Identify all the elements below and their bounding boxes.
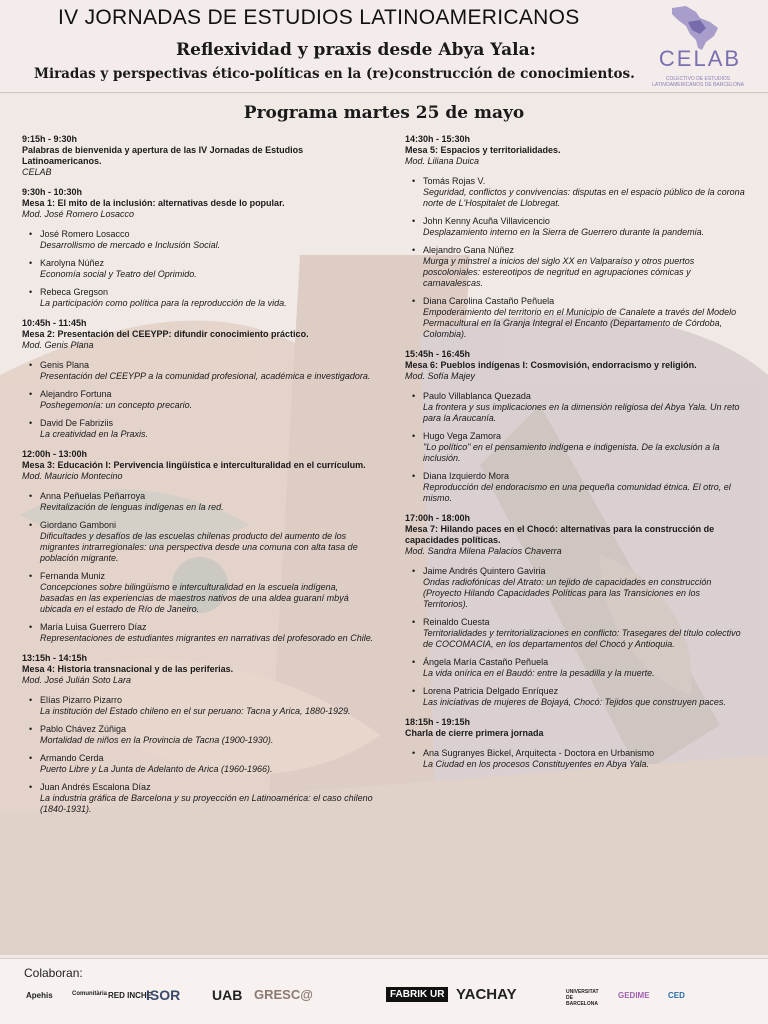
speaker-list	[405, 391, 745, 504]
speaker-name: • Armando Cerda	[40, 753, 104, 763]
speaker-name: • Pablo Chávez Zúñiga	[40, 724, 127, 734]
session-time: 17:00h - 18:00h	[405, 513, 471, 523]
talk-title: Desplazamiento interno en la Sierra de Guerrero durante la pandemia.	[423, 227, 705, 237]
session-block	[22, 318, 374, 440]
talk-title: Poshegemonía: un concepto precario.	[40, 400, 193, 410]
speaker-name: • José Romero Losacco	[40, 229, 130, 239]
speaker-list	[405, 748, 745, 770]
session-moderator: Mod. Liliana Duica	[405, 156, 480, 166]
speaker-name: • Fernanda Muniz	[40, 571, 106, 581]
talk-title: Territorialidades y territorializaciones en conflicto: Trasegares del título colectivo de COCOMACIA, en los departamentos del Chocó y Antioquia.	[423, 628, 741, 649]
speaker-item	[22, 418, 374, 440]
talk-title: La frontera y sus implicaciones en la dimensión religiosa del Abya Yala. Un reto para la Araucanía.	[423, 402, 740, 423]
speaker-list	[22, 695, 374, 815]
speaker-item	[22, 571, 374, 615]
sponsor-logo-comunitaria: Comunitària	[72, 991, 108, 997]
session-title: Mesa 2: Presentación del CEEYPP: difundir conocimiento práctico.	[22, 329, 309, 339]
session-title: Mesa 6: Pueblos indígenas I: Cosmovisión, endorracismo y religión.	[405, 360, 697, 370]
speaker-item	[405, 431, 745, 464]
session-moderator: CELAB	[22, 167, 52, 177]
session-moderator: Mod. Mauricio Montecino	[22, 471, 123, 481]
speaker-name: • Anna Peñuelas Peñarroya	[40, 491, 146, 501]
talk-title: Seguridad, conflictos y convivencias: disputas en el espacio público de la corona norte de L'Hospitalet de Llobregat.	[423, 187, 745, 208]
session-moderator: Mod. Genis Plana	[22, 340, 94, 350]
speaker-item	[405, 216, 745, 238]
sponsor-logo-ub: UNIVERSITAT DE BARCELONA	[566, 989, 599, 1007]
speaker-item	[22, 491, 374, 513]
latin-america-map-icon	[666, 4, 726, 52]
session-moderator: Mod. Sofía Majey	[405, 371, 476, 381]
talk-title: La participación como política para la reproducción de la vida.	[40, 298, 287, 308]
session-time: 18:15h - 19:15h	[405, 717, 471, 727]
speaker-list	[405, 176, 745, 340]
talk-title: Desarrollismo de mercado e Inclusión Social.	[40, 240, 221, 250]
speaker-name: • Tomás Rojas V.	[423, 176, 486, 186]
speaker-item	[405, 471, 745, 504]
session-moderator: Mod. José Romero Losacco	[22, 209, 135, 219]
session-time: 9:30h - 10:30h	[22, 187, 83, 197]
talk-title: La institución del Estado chileno en el sur peruano: Tacna y Arica, 1880-1929.	[40, 706, 351, 716]
speaker-name: • David De Fabriziis	[40, 418, 114, 428]
speaker-item	[405, 391, 745, 424]
speaker-item	[22, 520, 374, 564]
talk-title: "Lo político" en el pensamiento indígena e indigenista. De la exclusión a la inclusión.	[423, 442, 720, 463]
speaker-item	[405, 686, 745, 708]
speaker-list	[22, 491, 374, 644]
speaker-name: • Rebeca Gregson	[40, 287, 109, 297]
sponsor-logo-redinche: RED INCHE	[108, 991, 153, 1000]
speaker-item	[22, 753, 374, 775]
session-time: 15:45h - 16:45h	[405, 349, 471, 359]
talk-title: Presentación del CEEYPP a la comunidad profesional, académica e investigadora.	[40, 371, 371, 381]
session-moderator: Mod. Sandra Milena Palacios Chaverra	[405, 546, 562, 556]
session-title: Mesa 4: Historia transnacional y de las periferias.	[22, 664, 234, 674]
sponsor-logo-isor: ISOR	[146, 987, 181, 1003]
event-subtitle: Reflexividad y praxis desde Abya Yala:	[176, 40, 536, 60]
speaker-item	[405, 176, 745, 209]
session-block	[22, 134, 374, 178]
sponsor-logo-uab: UAB	[212, 987, 243, 1003]
session-time: 14:30h - 15:30h	[405, 134, 471, 144]
speaker-name: • Diana Carolina Castaño Peñuela	[423, 296, 555, 306]
speaker-name: • Jaime Andrés Quintero Gaviria	[423, 566, 546, 576]
session-title: Mesa 3: Educación I: Pervivencia lingüística e interculturalidad en el currículum.	[22, 460, 366, 470]
program-title: Programa martes 25 de mayo	[243, 103, 525, 123]
speaker-item	[405, 748, 745, 770]
speaker-item	[22, 229, 374, 251]
speaker-name: • Diana Izquierdo Mora	[423, 471, 510, 481]
speaker-name: • Ángela María Castaño Peñuela	[423, 657, 549, 667]
left-column	[22, 134, 374, 824]
talk-title: Las iniciativas de mujeres de Bojayá, Chocó: Tejidos que construyen paces.	[423, 697, 726, 707]
session-title: Mesa 5: Espacios y territorialidades.	[405, 145, 561, 155]
speaker-item	[22, 782, 374, 815]
session-time: 12:00h - 13:00h	[22, 449, 88, 459]
session-title: Charla de cierre primera jornada	[405, 728, 544, 738]
speaker-item	[22, 258, 374, 280]
talk-title: La vida onírica en el Baudó: entre la pesadilla y la muerte.	[423, 668, 655, 678]
talk-title: La creatividad en la Praxis.	[40, 429, 149, 439]
speaker-item	[22, 389, 374, 411]
session-title: Mesa 1: El mito de la inclusión: alternativas desde lo popular.	[22, 198, 285, 208]
speaker-item	[405, 245, 745, 289]
speaker-name: • Reinaldo Cuesta	[423, 617, 490, 627]
speaker-item	[405, 296, 745, 340]
speaker-item	[22, 287, 374, 309]
footer	[0, 958, 768, 1024]
header-divider	[0, 92, 768, 93]
event-subtitle-2: Miradas y perspectivas ético-políticas en la (re)construcción de conocimientos.	[34, 66, 635, 82]
header	[0, 0, 768, 92]
sponsor-logo-gresca: GRESC@	[254, 987, 313, 1002]
speaker-list	[405, 566, 745, 708]
session-time: 10:45h - 11:45h	[22, 318, 87, 328]
speaker-item	[22, 360, 374, 382]
sponsor-logo-gedime: GEDIME	[618, 991, 650, 1000]
speaker-list	[22, 229, 374, 309]
speaker-name: • Alejandro Gana Núñez	[423, 245, 515, 255]
speaker-list	[22, 360, 374, 440]
speaker-name: • Hugo Vega Zamora	[423, 431, 502, 441]
talk-title: Representaciones de estudiantes migrantes en narrativas del profesorado en Chile.	[40, 633, 374, 643]
session-title: Palabras de bienvenida y apertura de las IV Jornadas de Estudios Latinoamericanos.	[22, 145, 304, 166]
speaker-name: • María Luisa Guerrero Díaz	[40, 622, 147, 632]
session-block	[22, 653, 374, 815]
speaker-item	[405, 566, 745, 610]
speaker-name: • Paulo Villablanca Quezada	[423, 391, 531, 401]
collaborators-label: Colaboran:	[24, 966, 83, 980]
speaker-name: • Juan Andrés Escalona Díaz	[40, 782, 151, 792]
talk-title: Puerto Libre y La Junta de Adelanto de Arica (1960-1966).	[40, 764, 273, 774]
session-block	[22, 449, 374, 644]
sponsor-logo-apehis: Apehis	[26, 991, 53, 1000]
talk-title: Empoderamiento del territorio en el Municipio de Canalete a través del Modelo Permacultural en la Granja Integral el Encanto (Departamento de Córdoba, Colombia).	[423, 307, 737, 339]
celab-logo-caption: COLECTIVO DE ESTUDIOS LATINOAMERICANOS DE BARCELONA	[652, 76, 744, 88]
talk-title: Economía social y Teatro del Oprimido.	[40, 269, 197, 279]
right-column	[405, 134, 745, 779]
session-block	[22, 187, 374, 309]
talk-title: Dificultades y desafíos de las escuelas chilenas producto del aumento de los migrantes intrarregionales: una perspectiva desde una comuna con alta tasa de población migrante.	[40, 531, 358, 563]
speaker-name: • Giordano Gamboni	[40, 520, 117, 530]
speaker-name: • Ana Sugranyes Bickel, Arquitecta - Doctora en Urbanismo	[423, 748, 655, 758]
session-title: Mesa 7: Hilando paces en el Chocó: alternativas para la construcción de capacidades políticas.	[405, 524, 715, 545]
talk-title: Reproducción del endoracismo en una pequeña comunidad étnica. El otro, el mismo.	[423, 482, 731, 503]
talk-title: Murga y minstrel a inicios del siglo XX en Valparaíso y otros puertos poscoloniales: estereotipos de negritud en agrupaciones cómicas y carnavalescas.	[423, 256, 695, 288]
speaker-name: • Alejandro Fortuna	[40, 389, 112, 399]
talk-title: Revitalización de lenguas indígenas en la red.	[40, 502, 224, 512]
session-block	[405, 349, 745, 504]
speaker-item	[22, 622, 374, 644]
celab-logo	[636, 4, 756, 90]
talk-title: Mortalidad de niños en la Provincia de Tacna (1900-1930).	[40, 735, 274, 745]
talk-title: Ondas radiofónicas del Atrato: un tejido de capacidades en construcción (Proyecto Hilando Capacidades Políticas para las Transiciones en los Territorios).	[423, 577, 712, 609]
sponsor-logo-yachay: YACHAY	[456, 986, 517, 1003]
speaker-name: • Genis Plana	[40, 360, 90, 370]
talk-title: Concepciones sobre bilingüismo e interculturalidad en la escuela indígena, basadas en las experiencias de maestros nativos de una aldea guaraní mbyá ubicada en el estado de Río de Janeiro.	[40, 582, 349, 614]
speaker-name: • Karolyna Núñez	[40, 258, 105, 268]
sponsor-logo-ced: CED	[668, 991, 685, 1000]
talk-title: La industria gráfica de Barcelona y su proyección en Latinoamérica: el caso chileno (1840-1931).	[40, 793, 373, 814]
session-time: 13:15h - 14:15h	[22, 653, 88, 663]
session-block	[405, 717, 745, 770]
speaker-name: • Elías Pizarro Pizarro	[40, 695, 123, 705]
speaker-item	[405, 617, 745, 650]
speaker-name: • Lorena Patricia Delgado Enríquez	[423, 686, 559, 696]
session-block	[405, 134, 745, 340]
event-title: IV JORNADAS DE ESTUDIOS LATINOAMERICANOS	[58, 6, 580, 29]
session-block	[405, 513, 745, 708]
celab-logo-text: CELAB	[658, 46, 742, 71]
sponsor-logo-fabrikur: FABRIK UR	[386, 987, 448, 1002]
speaker-item	[405, 657, 745, 679]
speaker-item	[22, 724, 374, 746]
session-time: 9:15h - 9:30h	[22, 134, 78, 144]
session-moderator: Mod. José Julián Soto Lara	[22, 675, 132, 685]
talk-title: La Ciudad en los procesos Constituyentes en Abya Yala.	[423, 759, 649, 769]
speaker-name: • John Kenny Acuña Villavicencio	[423, 216, 550, 226]
speaker-item	[22, 695, 374, 717]
